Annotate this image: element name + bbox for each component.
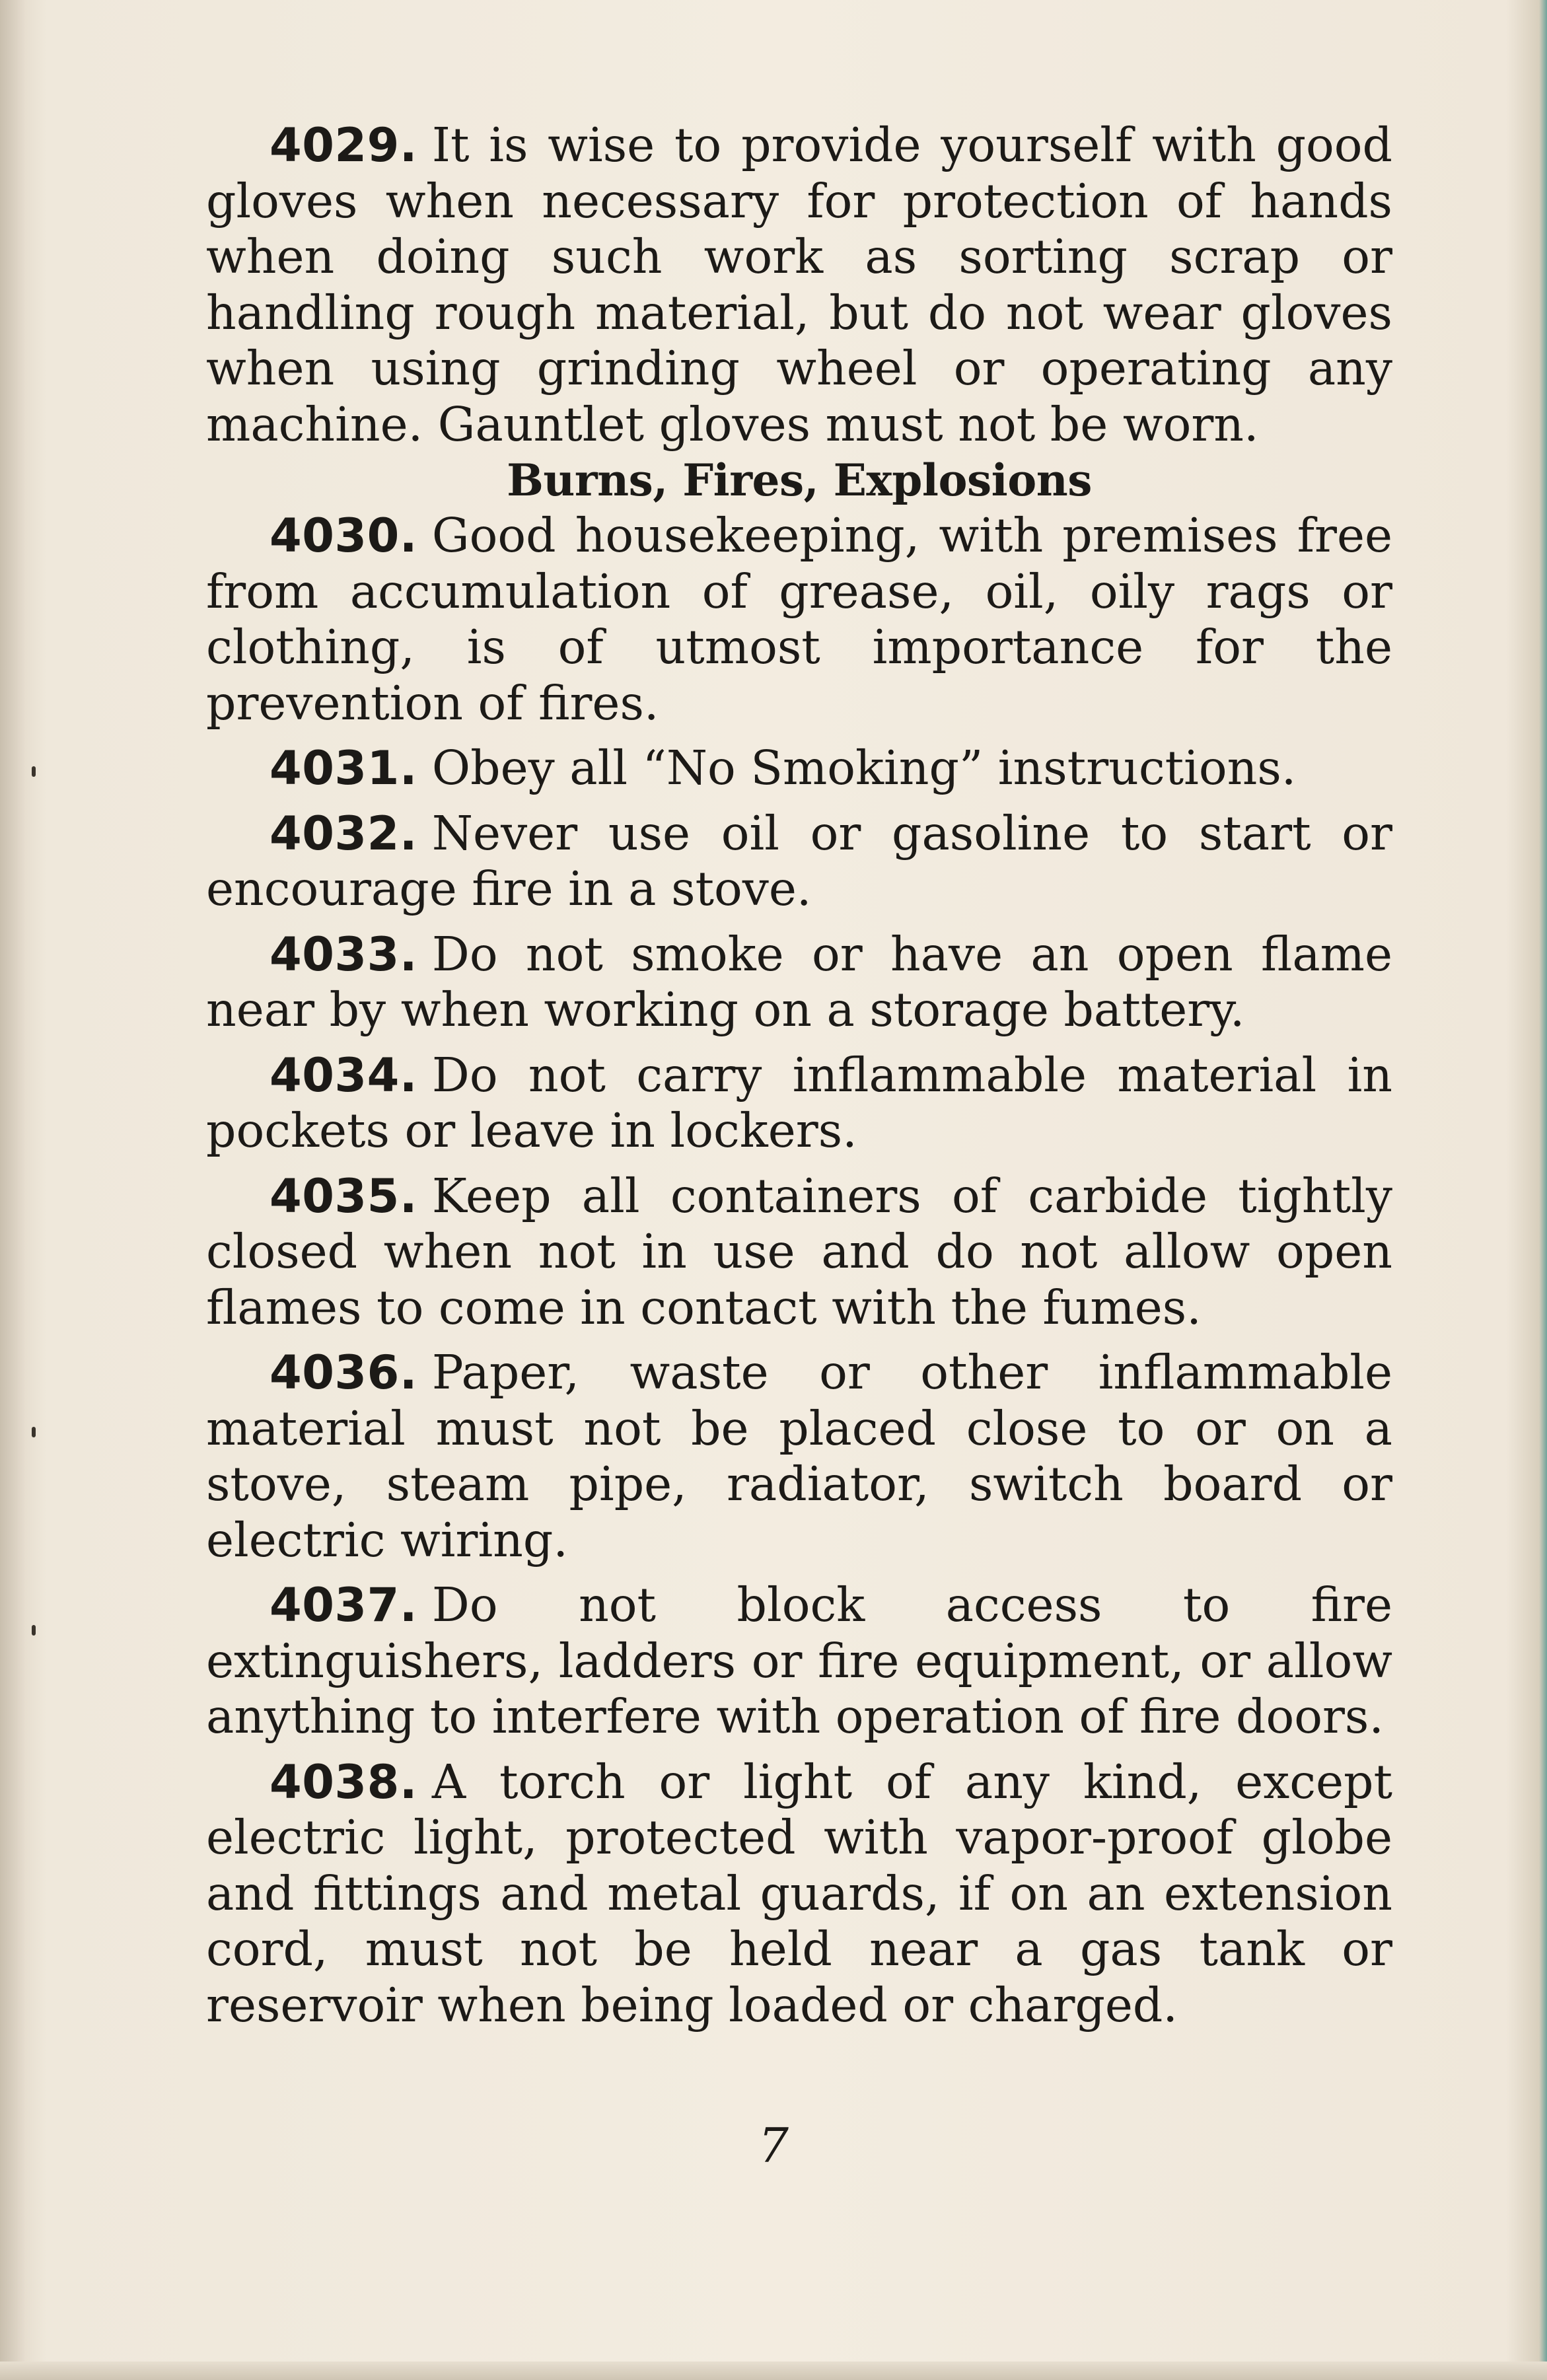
rule-number: 4033. bbox=[270, 927, 417, 982]
rule-number: 4035. bbox=[270, 1169, 417, 1223]
page-number: 7 bbox=[758, 2118, 789, 2173]
rule-paragraph bbox=[206, 1345, 1392, 1568]
rule-paragraph bbox=[206, 1169, 1392, 1336]
rule-text: Keep all containers of carbide tightly closed when not in use and do not allow open flames to come in contact with the fumes. bbox=[206, 1168, 1392, 1335]
section-heading: Burns, Fires, Explosions bbox=[507, 454, 1092, 506]
rule-text: Obey all “No Smoking” instructions. bbox=[431, 740, 1297, 795]
rule-text: A torch or light of any kind, except electric light, protected with vapor-proof globe and fittings and metal guards, if on an extension cord, must not be held near a gas tank or reservoir when being loaded or charged. bbox=[206, 1754, 1392, 2033]
page-body bbox=[206, 118, 1392, 2033]
rule-number: 4038. bbox=[270, 1754, 417, 1809]
page-binding-edge bbox=[0, 0, 25, 2380]
rule-number: 4037. bbox=[270, 1578, 417, 1632]
page-bottom-edge bbox=[0, 2362, 1547, 2380]
binding-stitch bbox=[32, 766, 36, 777]
rule-text: Never use oil or gasoline to start or encourage fire in a stove. bbox=[206, 805, 1392, 916]
binding-stitch bbox=[32, 1427, 36, 1437]
rule-text: Paper, waste or other inflammable material must not be placed close to or on a stove, steam pipe, radiator, switch board or electric wiring. bbox=[206, 1345, 1392, 1568]
rule-text: Do not smoke or have an open flame near by when working on a storage battery. bbox=[206, 926, 1392, 1037]
rule-paragraph bbox=[206, 118, 1392, 452]
rule-number: 4036. bbox=[270, 1346, 417, 1400]
rule-text: Good housekeeping, with premises free from accumulation of grease, oil, oily rags or clothing, is of utmost importance for the prevention of fires. bbox=[206, 508, 1392, 731]
rule-number: 4030. bbox=[270, 509, 417, 563]
rule-number: 4031. bbox=[270, 741, 417, 795]
rule-paragraph bbox=[206, 1754, 1392, 2034]
rule-paragraph bbox=[206, 1048, 1392, 1159]
rule-number: 4032. bbox=[270, 806, 417, 861]
rule-paragraph bbox=[206, 927, 1392, 1038]
rule-number: 4034. bbox=[270, 1048, 417, 1102]
binding-stitch bbox=[32, 1625, 36, 1636]
rule-number: 4029. bbox=[270, 118, 417, 172]
rule-paragraph bbox=[206, 806, 1392, 918]
rule-paragraph bbox=[206, 740, 1392, 797]
rule-paragraph bbox=[206, 508, 1392, 731]
rule-text: Do not carry inflammable material in pockets or leave in lockers. bbox=[206, 1047, 1392, 1158]
rule-paragraph bbox=[206, 1577, 1392, 1745]
rule-text: Do not block access to fire extinguishers, ladders or fire equipment, or allow anything to interfere with operation of fire doors. bbox=[206, 1577, 1392, 1744]
rule-text: It is wise to provide yourself with good gloves when necessary for protection of hands when doing such work as sorting scrap or handling rough material, but do not wear gloves when using grinding wheel or operating any machine. Gauntlet gloves must not be worn. bbox=[206, 118, 1392, 452]
